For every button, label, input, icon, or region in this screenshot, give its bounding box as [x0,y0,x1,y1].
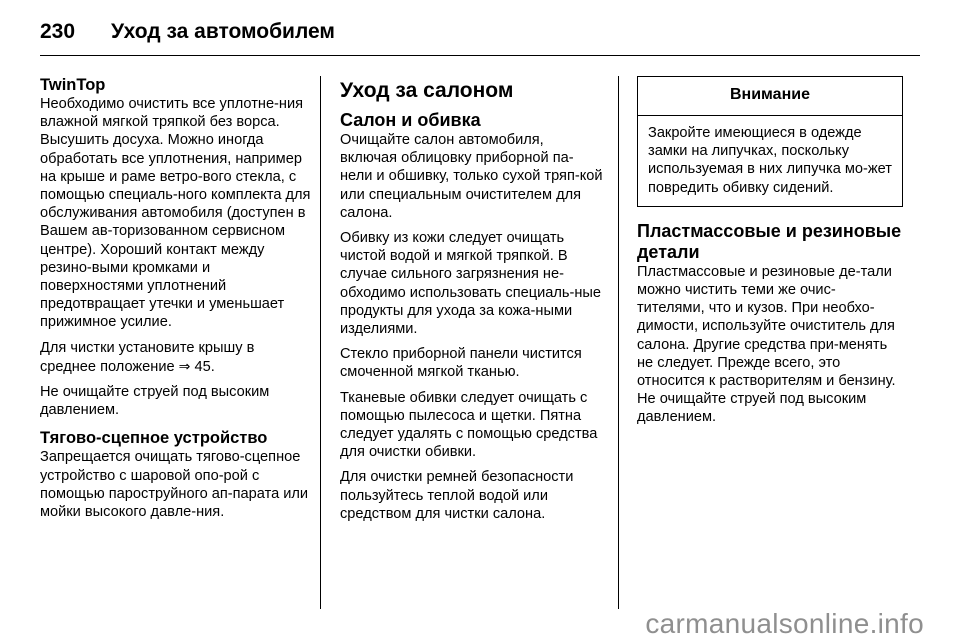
interior-paragraph-1: Очищайте салон автомобиля, включая облицовку приборной па-нели и обшивку, только сухой тряп-кой или специальным очистителем для салона. [340,132,603,221]
interior-paragraph-4: Тканевые обивки следует очищать с помощью пылесоса и щетки. Пятна следует удалять с помощью средства для очистки обивки. [340,389,598,461]
interior-care-heading: Уход за салоном [340,79,514,102]
tow-heading: Тягово-сцепное устройство [40,429,268,448]
page-number: 230 [40,20,76,43]
header-rule [40,55,920,56]
tow-paragraph-1: Запрещается очищать тягово-сцепное устройство с шаровой опо-рой с помощью пароструйного ап-парата или мойки высокого давле-ния. [40,449,309,521]
warning-title: Внимание [638,77,902,116]
twintop-paragraph-2 [40,339,312,376]
twintop-paragraph-3: Не очищайте струей под высоким давлением. [40,384,270,419]
plastic-rubber-heading: Пластмассовые и резиновые детали [637,220,902,262]
twintop-page-reference: 45. [194,358,215,375]
column-divider-left [320,76,321,609]
twintop-heading: TwinTop [40,76,106,94]
interior-upholstery-heading: Салон и обивка [340,110,481,130]
interior-paragraph-5: Для очистки ремней безопасности пользуйтесь теплой водой или средством для чистки салона. [340,469,574,522]
page-header [40,14,920,50]
interior-paragraph-3: Стекло приборной панели чистится смоченной мягкой тканью. [340,346,582,381]
section-title: Уход за автомобилем [111,20,335,43]
warning-text: Закройте имеющиеся в одежде замки на липучках, поскольку используемая в них липучка мо-жет повредить обивку сидений. [648,125,892,196]
column-middle [340,76,604,530]
watermark: carmanualsonline.info [645,608,924,639]
interior-paragraph-2: Обивку из кожи следует очищать чистой водой и мягкой тряпкой. В случае сильного загрязнения не-обходимо использовать специаль-ные продукты для ухода за кожа-ными изделиями. [340,230,602,338]
twintop-paragraph-2-text: Для чистки установите крышу в среднее положение [40,339,255,375]
column-left [40,76,312,528]
twintop-paragraph-1: Необходимо очистить все уплотне-ния влажной мягкой тряпкой без ворса. Высушить досуха. Можно иногда обработать все уплотнения, например на крыше и раме ветро-вого стекла, с помощью специаль-ного комплекта для обслуживания автомобиля (доступен в Вашем ав-торизованном сервисном центре). Хороший контакт между резино-выми кромками и поверхностями уплотнений предотвращает утечки и уменьшает прижимное усилие. [40,96,311,331]
column-divider-right [618,76,619,609]
page-reference-icon: ⇒ [178,357,191,374]
plastic-rubber-paragraph: Пластмассовые и резиновые де-тали можно чистить теми же очис-тителями, что и кузов. При необхо-димости, используйте очиститель для салона. Другие средства при-менять не следует. Прежде всего, это относится к растворителям и бензину. Не очищайте струей под высоким давлением. [637,263,896,426]
warning-box [637,76,903,207]
column-right [637,76,903,434]
